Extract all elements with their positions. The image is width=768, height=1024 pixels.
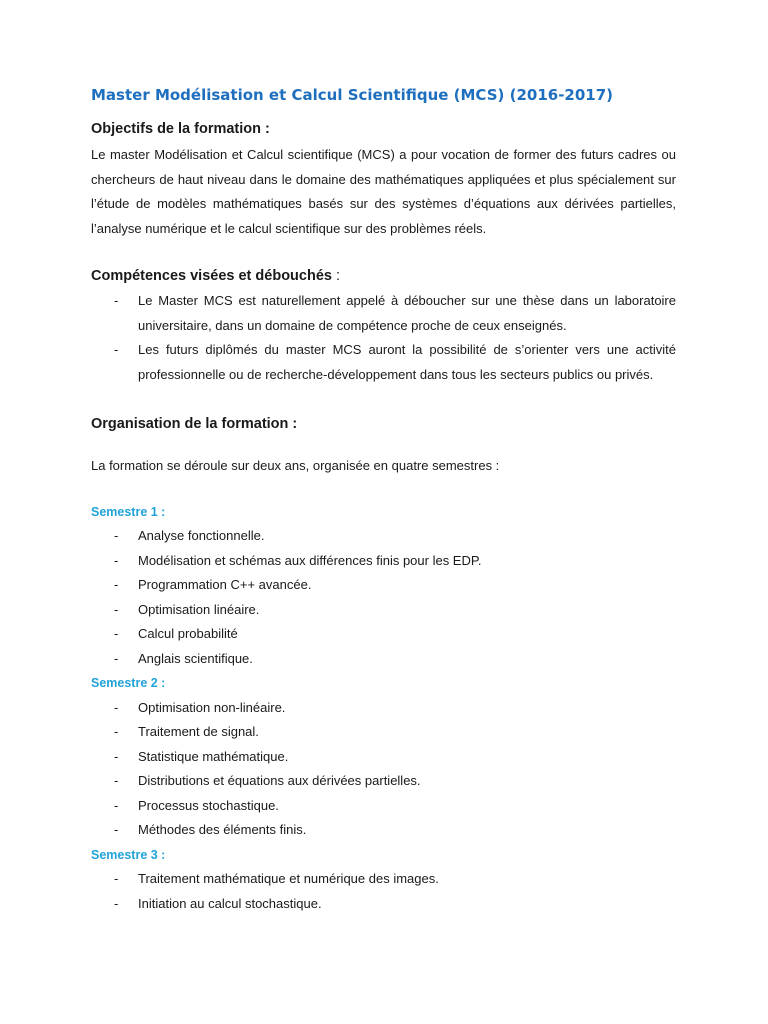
- list-item: [91, 622, 676, 647]
- list-item: [91, 524, 676, 549]
- list-item: [91, 818, 676, 843]
- document-title: Master Modélisation et Calcul Scientifique (MCS) (2016-2017): [91, 86, 614, 104]
- objectives-paragraph: Le master Modélisation et Calcul scientifique (MCS) a pour vocation de former des futurs cadres ou chercheurs de haut niveau dans le domaine des mathématiques appliquées et plus spécialement sur l’étude de modèles mathématiques basés sur des systèmes d’équations aux dérivées partielles, l’analyse numérique et le calcul scientifique sur des problèmes réels.: [91, 147, 676, 236]
- semester-3-courses: [91, 867, 676, 916]
- bullet-dash: -: [114, 650, 119, 666]
- list-item: [91, 794, 676, 819]
- semester-1-courses: [91, 524, 676, 671]
- bullet-dash: -: [114, 601, 119, 617]
- course-label: Programmation C++ avancée.: [138, 577, 312, 592]
- list-item-text: Les futurs diplômés du master MCS auront la possibilité de s’orienter vers une activité professionnelle ou de recherche-développement dans tous les secteurs publics ou privés.: [138, 342, 676, 382]
- list-item: [91, 769, 676, 794]
- organisation-heading-text: Organisation de la formation :: [91, 416, 298, 432]
- course-label: Analyse fonctionnelle.: [138, 528, 265, 543]
- course-label: Méthodes des éléments finis.: [138, 822, 307, 837]
- bullet-dash: -: [114, 577, 119, 592]
- bullet-dash: -: [114, 748, 119, 764]
- bullet-dash: -: [114, 797, 119, 813]
- bullet-dash: -: [114, 699, 119, 715]
- bullet-dash: -: [114, 528, 119, 543]
- bullet-dash: -: [114, 822, 119, 837]
- bullet-dash: -: [114, 552, 119, 568]
- list-item: [91, 647, 676, 672]
- course-label: Calcul probabilité: [138, 626, 238, 641]
- list-item: [91, 289, 676, 338]
- course-label: Anglais scientifique.: [138, 650, 253, 666]
- bullet-dash: -: [114, 626, 119, 641]
- competences-heading-suffix: :: [331, 268, 341, 284]
- course-label: Traitement mathématique et numérique des images.: [138, 871, 439, 886]
- organisation-heading: [91, 413, 676, 435]
- competences-heading-text: Compétences visées et débouchés: [91, 268, 332, 284]
- bullet-dash: -: [114, 724, 119, 739]
- list-item: [91, 745, 676, 770]
- objectives-heading-text: Objectifs de la formation :: [91, 121, 270, 137]
- objectives-heading: [91, 118, 676, 140]
- bullet-dash: -: [114, 773, 119, 788]
- organisation-intro: La formation se déroule sur deux ans, organisée en quatre semestres :: [91, 458, 500, 473]
- bullet-dash: -: [114, 342, 119, 357]
- course-label: Processus stochastique.: [138, 797, 279, 813]
- course-label: Modélisation et schémas aux différences finis pour les EDP.: [138, 552, 482, 568]
- bullet-dash: -: [114, 895, 119, 911]
- list-item: [91, 573, 676, 598]
- list-item: [91, 696, 676, 721]
- competences-list: [91, 289, 676, 387]
- list-item: [91, 892, 676, 917]
- course-label: Optimisation linéaire.: [138, 601, 260, 617]
- list-item: [91, 338, 676, 387]
- document-page: [91, 84, 676, 916]
- semester-2-title: Semestre 2 :: [91, 676, 166, 690]
- list-item: [91, 720, 676, 745]
- competences-heading: [91, 265, 676, 287]
- bullet-dash: -: [114, 871, 119, 886]
- course-label: Distributions et équations aux dérivées partielles.: [138, 773, 421, 788]
- bullet-dash: -: [114, 293, 119, 308]
- list-item: [91, 549, 676, 574]
- list-item-text: Le Master MCS est naturellement appelé à déboucher sur une thèse dans un laboratoire universitaire, dans un domaine de compétence proche de ceux enseignés.: [138, 293, 676, 333]
- course-label: Optimisation non-linéaire.: [138, 699, 286, 715]
- list-item: [91, 598, 676, 623]
- list-item: [91, 867, 676, 892]
- semester-1-title: Semestre 1 :: [91, 504, 166, 519]
- course-label: Traitement de signal.: [138, 724, 259, 739]
- semester-3-title: Semestre 3 :: [91, 847, 166, 862]
- semester-2-courses: [91, 696, 676, 843]
- course-label: Initiation au calcul stochastique.: [138, 895, 322, 911]
- course-label: Statistique mathématique.: [138, 748, 289, 764]
